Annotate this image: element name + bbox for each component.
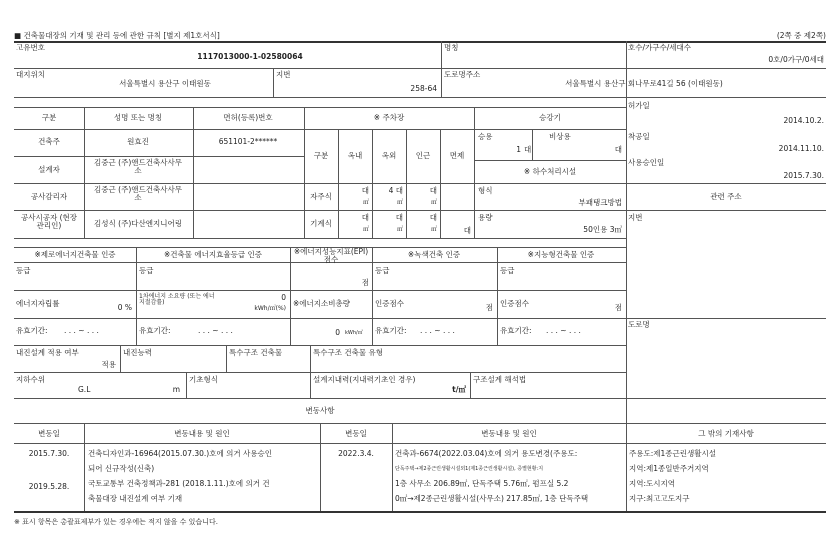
zero-valid-label: 유효기간:	[16, 326, 48, 335]
related-road-label: 도로명	[628, 320, 650, 329]
smart-score-label: 인증점수	[500, 299, 529, 308]
parking-mech-outdoor-unit: ㎡	[396, 226, 403, 233]
design-bearing-label: 설계지내력(지내력기초인 경우)	[313, 375, 416, 384]
energy-need-unit: kWh/㎡(%)	[254, 305, 286, 312]
changes-content-col-left: 변동내용 및 원인	[174, 429, 230, 438]
site-label: 대지위치	[16, 70, 45, 79]
special-structure-label: 특수구조 건축물	[229, 348, 283, 357]
permit-date: 2014.10.2.	[783, 116, 824, 125]
supervisor-kind: 공사감리자	[30, 192, 68, 201]
elevator-passenger-unit: 대	[524, 145, 532, 154]
parking-col-outdoor: 옥외	[381, 151, 397, 160]
change-text-1b: 되어 신규작성(신축)	[88, 464, 155, 473]
eff-valid-label: 유효기간:	[139, 326, 171, 335]
zero-valid-value: . . . ~ . . .	[64, 326, 99, 335]
green-valid-label: 유효기간:	[375, 326, 407, 335]
energy-need-value: 0	[281, 293, 286, 302]
road: 서울특별시 용산구 회나무로41길 56 (이태원동)	[565, 79, 723, 88]
changes-content-col-right: 변동내용 및 원인	[481, 429, 537, 438]
energy-epi-title: ※에너지성능지표(EPI) 점수	[293, 247, 369, 264]
owner-name: 원효진	[127, 137, 149, 146]
permit-label: 허가일	[628, 101, 650, 110]
changes-date-col-right: 변동일	[345, 429, 367, 438]
green-score-unit: 점	[485, 303, 493, 312]
eff-valid-value: . . . ~ . . .	[198, 326, 233, 335]
self-rate-value: 0 %	[117, 303, 132, 312]
sewage-type: 부패탱크방법	[578, 198, 622, 207]
other-line-3: 지역:도시지역	[629, 479, 675, 488]
parking-title: ※ 주차장	[373, 113, 405, 122]
parking-mech-outdoor: 대	[395, 213, 403, 222]
consume-value: 0	[335, 328, 340, 337]
change-text-3b: 단독주택→제2종근린생활시설외1(제1종근린생활시설), 증별현황:지	[395, 466, 544, 472]
smart-valid-label: 유효기간:	[500, 326, 532, 335]
approve-label: 사용승인일	[628, 158, 665, 167]
analysis-method-label: 구조설계 해석법	[473, 375, 527, 384]
name-label: 명칭	[444, 43, 459, 52]
parking-mech-near-unit: ㎡	[430, 226, 437, 233]
groundwater-gl: G.L	[78, 385, 91, 394]
parking-self-outdoor: 4 대	[388, 186, 403, 195]
other-line-4: 지구:최고고도지구	[629, 494, 690, 503]
green-score-label: 인증점수	[375, 299, 404, 308]
consume-unit: kWh/㎡	[345, 330, 363, 336]
change-text-2a: 국토교통부 건축정책과-281 (2018.1.11.)호에 의거 건	[88, 479, 270, 488]
groundwater-label: 지하수위	[16, 375, 45, 384]
seismic-ability-label: 내진능력	[123, 348, 152, 357]
changes-title: 변동사항	[305, 406, 335, 415]
change-text-1a: 건축디자인과-16964(2015.07.30.)호에 의거 사용승인	[88, 449, 272, 458]
energy-zero-title: ※제로에너지건축물 인증	[34, 250, 116, 259]
unique-no-label: 고유번호	[16, 43, 45, 52]
sewage-cap-label: 용량	[478, 213, 493, 222]
elevator-passenger-count: 1	[516, 145, 521, 154]
people-col-license: 면허(등록)번호	[223, 113, 273, 122]
parking-mech-label: 기계식	[310, 219, 332, 228]
parking-mech-near: 대	[429, 213, 437, 222]
parking-self-indoor: 대	[361, 186, 369, 195]
elevator-emergency-unit: 대	[614, 145, 622, 154]
households: 0호/0가구/0세대	[768, 55, 824, 64]
builder-kind: 공사시공자 (현장관리인)	[20, 213, 78, 230]
smart-score-unit: 점	[614, 303, 622, 312]
changes-other-col: 그 밖의 기재사항	[698, 429, 754, 438]
energy-green-title: ※녹색건축 인증	[407, 250, 461, 259]
special-type-label: 특수구조 건축물 유형	[313, 348, 383, 357]
other-line-1: 주용도:제1종근린생활시설	[629, 449, 716, 458]
change-date-3: 2022.3.4.	[338, 449, 374, 458]
owner-license: 651101-2******	[218, 137, 278, 146]
parking-self-label: 자주식	[310, 192, 332, 201]
unique-no: 1117013000-1-02580064	[197, 52, 303, 61]
change-text-2b: 축물대장 내진설계 여부 기재	[88, 494, 183, 503]
parking-self-near-unit: ㎡	[430, 199, 437, 206]
sewage-type-label: 형식	[478, 186, 493, 195]
consume-label: ※에너지소비총량	[293, 299, 350, 308]
supervisor-name: 김중근 (주)앤드건축사사무소	[94, 185, 182, 202]
other-line-2: 지역:제1종일반주거지역	[629, 464, 709, 473]
design-bearing-unit: t/㎡	[452, 385, 466, 394]
eff-grade-label: 등급	[139, 266, 154, 275]
start-label: 착공일	[628, 132, 650, 141]
footer-note: ※ 표시 항목은 총괄표제부가 있는 경우에는 적지 않을 수 있습니다.	[14, 518, 218, 526]
parking-col-exempt: 면제	[449, 151, 465, 160]
elevator-passenger-label: 승용	[478, 132, 493, 141]
seismic-apply-label: 내진설계 적용 여부	[16, 348, 79, 357]
energy-smart-title: ※지능형건축물 인증	[527, 250, 595, 259]
energy-need-label: 1차에너지 소요량 (또는 에너지절감률)	[139, 293, 215, 306]
parking-col-indoor: 옥내	[347, 151, 363, 160]
parking-col-near: 인근	[415, 151, 431, 160]
people-col-kind: 구분	[41, 113, 57, 122]
designer-kind: 설계자	[38, 165, 60, 174]
change-text-3c: 1층 사무소 206.89㎡, 단독주택 5.76㎡, 펌프실 5.2	[395, 479, 569, 488]
sewage-cap: 50인용 3㎥	[583, 225, 622, 234]
smart-grade-label: 등급	[500, 266, 515, 275]
approve-date: 2015.7.30.	[783, 171, 824, 180]
zero-grade-label: 등급	[16, 266, 31, 275]
changes-date-col-left: 변동일	[38, 429, 60, 438]
change-text-3a: 건축과-6674(2022.03.04)호에 의거 용도변경(주용도:	[395, 449, 578, 458]
header-right: (2쪽 중 제2쪽)	[776, 31, 826, 40]
green-grade-label: 등급	[375, 266, 390, 275]
parking-mech-indoor: 대	[361, 213, 369, 222]
road-label: 도로명주소	[444, 70, 481, 79]
builder-name: 김성식 (주)다산엔지니어링	[94, 219, 182, 228]
people-col-name: 성명 또는 명칭	[113, 113, 163, 122]
change-date-1: 2015.7.30.	[28, 449, 70, 458]
groundwater-unit: m	[172, 385, 180, 394]
header-left: ■ 건축물대장의 기재 및 관리 등에 관한 규칙 [별지 제1호서식]	[14, 31, 220, 40]
owner-kind: 건축주	[38, 137, 60, 146]
change-date-2: 2019.5.28.	[28, 482, 70, 491]
sewage-title: ※ 하수처리시설	[523, 167, 577, 176]
elevator-title: 승강기	[539, 113, 561, 122]
parking-self-indoor-unit: ㎡	[362, 199, 369, 206]
green-valid-value: . . . ~ . . .	[420, 326, 455, 335]
parking-col-kind: 구분	[313, 151, 329, 160]
lot-label: 지번	[276, 70, 291, 79]
designer-name: 김중근 (주)앤드건축사사무소	[94, 158, 182, 175]
start-date: 2014.11.10.	[778, 144, 824, 153]
related-lot-label: 지번	[628, 213, 643, 222]
epi-point-unit: 점	[361, 278, 369, 287]
related-title: 관련 주소	[710, 192, 742, 201]
site: 서울특별시 용산구 이태원동	[119, 79, 211, 88]
change-text-3d: 0㎡→제2종근린생활시설(사무소) 217.85㎡, 1층 단독주택	[395, 494, 589, 503]
elevator-emergency-label: 비상용	[549, 132, 571, 141]
households-label: 호수/가구수/세대수	[628, 43, 692, 52]
parking-mech-indoor-unit: ㎡	[362, 226, 369, 233]
parking-self-near: 대	[429, 186, 437, 195]
lot: 258-64	[410, 84, 437, 93]
smart-valid-value: . . . ~ . . .	[546, 326, 581, 335]
parking-self-outdoor-unit: ㎡	[396, 199, 403, 206]
parking-exempt-unit: 대	[463, 226, 471, 235]
self-rate-label: 에너지자립률	[16, 299, 60, 308]
foundation-label: 기초형식	[189, 375, 218, 384]
energy-efficiency-title: ※건축물 에너지효율등급 인증	[164, 250, 262, 259]
seismic-apply-value: 적용	[101, 360, 116, 369]
